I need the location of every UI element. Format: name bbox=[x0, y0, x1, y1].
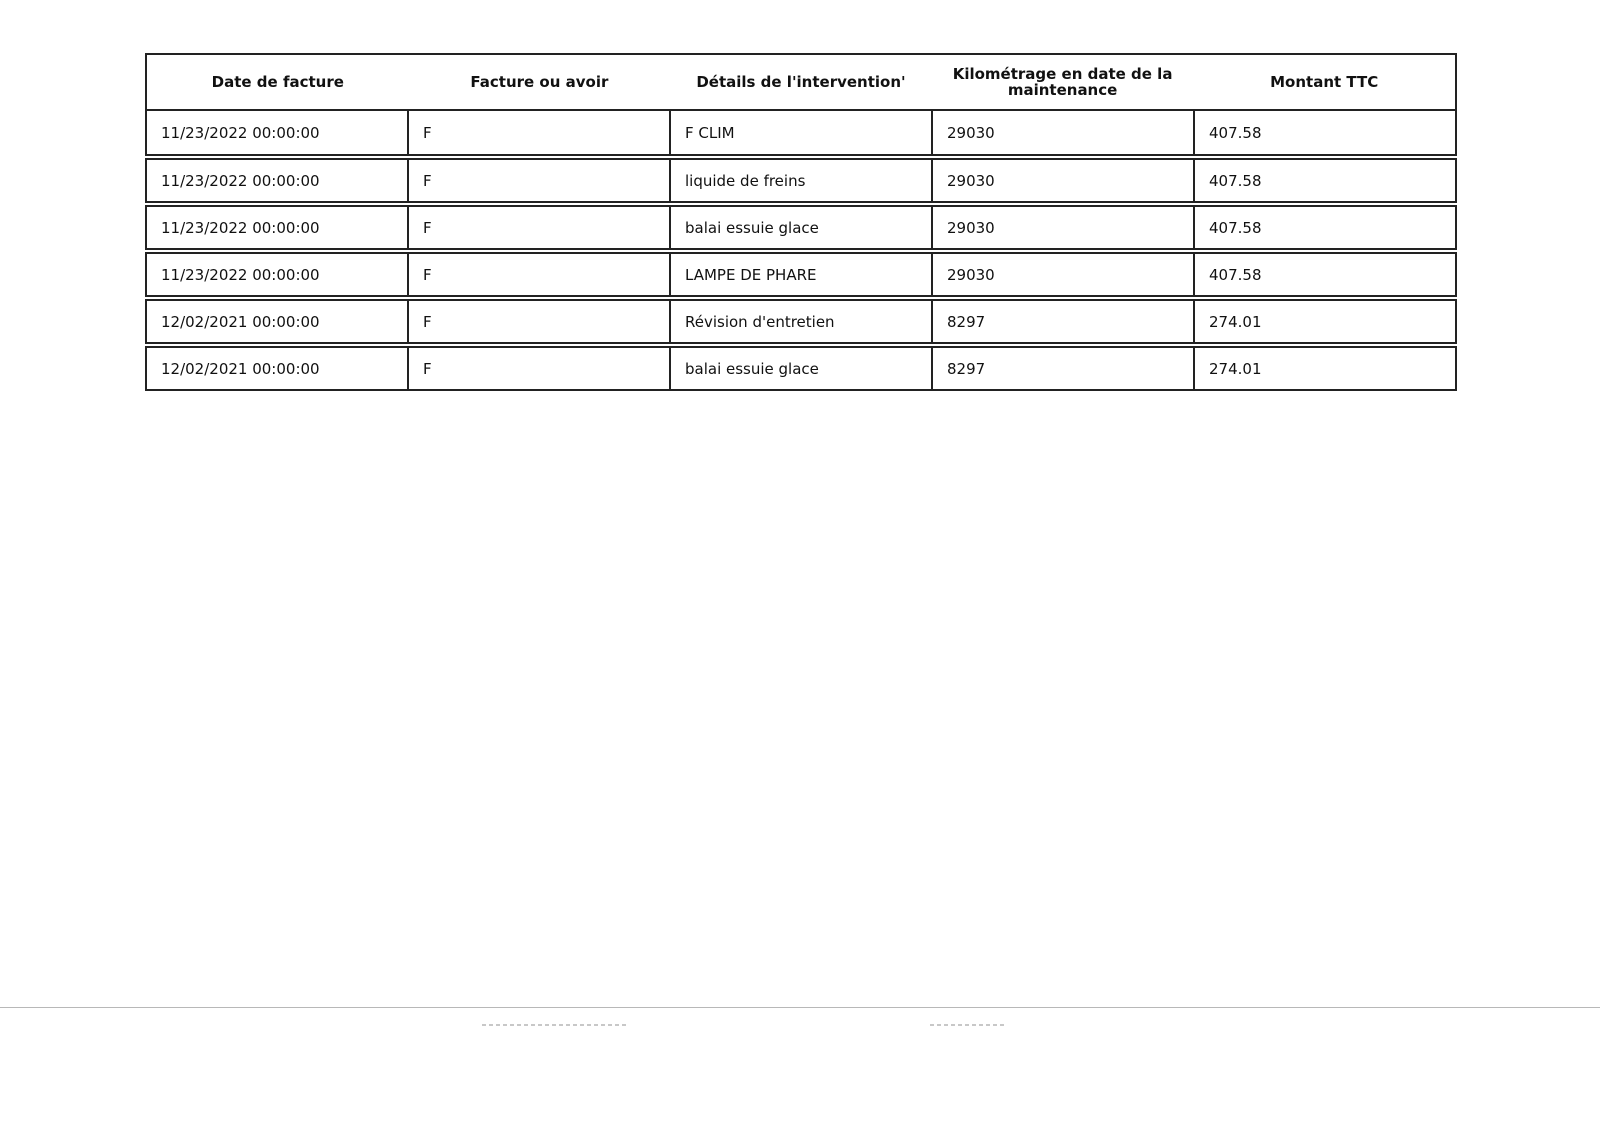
table-header-row bbox=[145, 53, 1457, 111]
cell-montant: 274.01 bbox=[1209, 312, 1262, 331]
cell-date: 12/02/2021 00:00:00 bbox=[147, 348, 409, 389]
header-details-intervention: Détails de l'intervention' bbox=[696, 73, 906, 91]
cell-details: liquide de freins bbox=[671, 160, 933, 201]
cell-montant: 274.01 bbox=[1209, 359, 1262, 378]
cell-details: LAMPE DE PHARE bbox=[671, 254, 933, 295]
table-row bbox=[145, 205, 1457, 250]
cell-kilometrage: 29030 bbox=[933, 111, 1195, 154]
cell-kilometrage: 8297 bbox=[933, 348, 1195, 389]
table-row bbox=[145, 158, 1457, 203]
cell-montant: 407.58 bbox=[1209, 265, 1262, 284]
header-facture-ou-avoir: Facture ou avoir bbox=[470, 73, 609, 91]
cell-type: F bbox=[409, 348, 671, 389]
table-row bbox=[145, 111, 1457, 156]
cell-type: F bbox=[409, 254, 671, 295]
cell-details: balai essuie glace bbox=[671, 348, 933, 389]
footer-faint-text-right bbox=[930, 1024, 1004, 1026]
cell-kilometrage: 29030 bbox=[933, 160, 1195, 201]
cell-type: F bbox=[409, 207, 671, 248]
table-row bbox=[145, 252, 1457, 297]
footer-divider bbox=[0, 1007, 1600, 1008]
cell-date: 11/23/2022 00:00:00 bbox=[147, 160, 409, 201]
cell-montant: 407.58 bbox=[1209, 171, 1262, 190]
cell-date: 11/23/2022 00:00:00 bbox=[147, 111, 409, 154]
header-kilometrage: Kilométrage en date de la maintenance bbox=[952, 65, 1173, 99]
cell-date: 12/02/2021 00:00:00 bbox=[147, 301, 409, 342]
cell-details: balai essuie glace bbox=[671, 207, 933, 248]
header-montant-ttc: Montant TTC bbox=[1270, 73, 1379, 91]
table-row bbox=[145, 299, 1457, 344]
cell-details: F CLIM bbox=[671, 111, 933, 154]
table-row bbox=[145, 346, 1457, 391]
maintenance-table bbox=[145, 53, 1457, 391]
footer-faint-text-left bbox=[482, 1024, 626, 1026]
cell-kilometrage: 29030 bbox=[933, 254, 1195, 295]
cell-kilometrage: 8297 bbox=[933, 301, 1195, 342]
cell-date: 11/23/2022 00:00:00 bbox=[147, 254, 409, 295]
header-date-de-facture: Date de facture bbox=[211, 73, 344, 91]
cell-kilometrage: 29030 bbox=[933, 207, 1195, 248]
cell-montant: 407.58 bbox=[1209, 218, 1262, 237]
cell-type: F bbox=[409, 111, 671, 154]
cell-type: F bbox=[409, 301, 671, 342]
cell-montant: 407.58 bbox=[1209, 123, 1262, 142]
cell-type: F bbox=[409, 160, 671, 201]
cell-details: Révision d'entretien bbox=[671, 301, 933, 342]
cell-date: 11/23/2022 00:00:00 bbox=[147, 207, 409, 248]
